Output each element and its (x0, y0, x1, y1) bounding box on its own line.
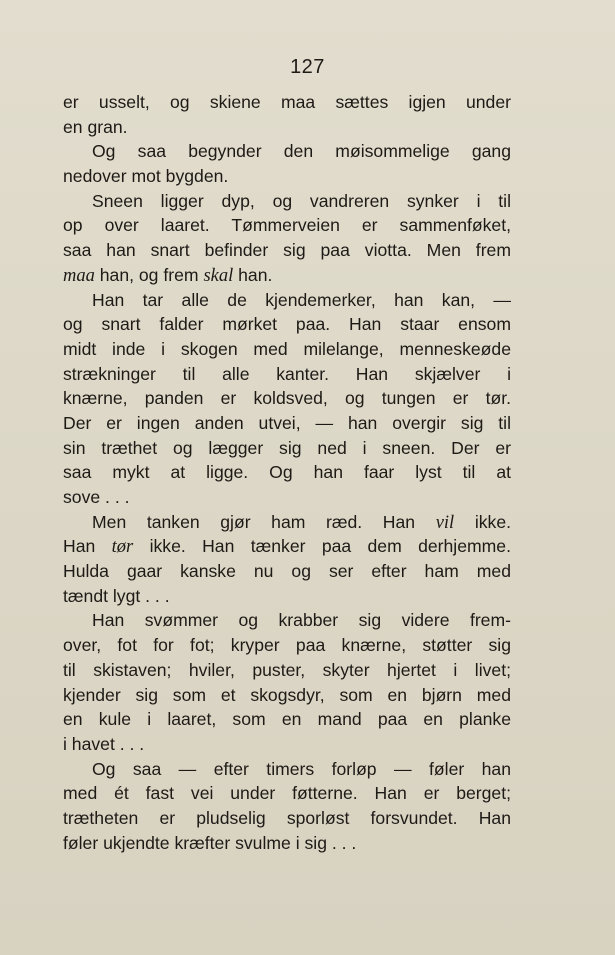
text-segment: Han svømmer og krabber sig videre frem- (92, 610, 511, 631)
text-segment: strækninger til alle kanter. Han skjælver i (63, 363, 511, 384)
text-segment: Men tanken gjør ham ræd. Han (92, 511, 436, 532)
text-line (63, 213, 511, 238)
text-segment: sin træthet og lægger sig ned i sneen. Der er (63, 437, 511, 458)
text-line (63, 781, 511, 806)
text-segment: over, fot for fot; kryper paa knærne, støtter sig (63, 635, 511, 656)
text-line (63, 831, 511, 856)
text-line (63, 559, 511, 584)
text-line (63, 164, 511, 189)
text-line (63, 436, 511, 461)
text-line (63, 633, 511, 658)
text-line (63, 411, 511, 436)
text-line (63, 189, 511, 214)
text-segment: en kule i laaret, som en mand paa en planke (63, 709, 511, 730)
text-segment: midt inde i skogen med milelange, menneskeøde (63, 338, 511, 359)
text-line (63, 608, 511, 633)
page-number: 127 (290, 56, 325, 78)
text-line (63, 288, 511, 313)
text-line (63, 806, 511, 831)
text-segment: en gran. (63, 116, 128, 137)
text-segment: saa mykt at ligge. Og han faar lyst til at (63, 462, 511, 483)
text-segment: sove . . . (63, 487, 130, 507)
text-line (63, 460, 511, 485)
text-segment: knærne, panden er koldsved, og tungen er tør. (63, 388, 511, 409)
text-line (63, 386, 511, 411)
text-line (63, 485, 511, 510)
text-segment: saa han snart befinder sig paa viotta. Men frem (63, 240, 511, 261)
text-segment: ikke. (454, 511, 511, 532)
text-line (63, 732, 511, 757)
text-line (63, 337, 511, 362)
text-segment: Han (63, 536, 112, 557)
text-segment: til skistaven; hviler, puster, skyter hjertet i livet; (63, 659, 511, 680)
text-segment: i havet . . . (63, 733, 145, 754)
text-line (63, 658, 511, 683)
text-line (63, 90, 511, 115)
text-line (63, 139, 511, 164)
text-segment: er usselt, og skiene maa sættes igjen under (63, 92, 511, 112)
text-segment: Og saa begynder den møisommelige gang (92, 141, 511, 162)
text-segment: han, og frem (94, 264, 204, 285)
text-segment: Og saa — efter timers forløp — føler han (92, 758, 511, 779)
text-segment: og snart falder mørket paa. Han staar ensom (63, 314, 511, 335)
text-line (63, 362, 511, 387)
text-segment: tændt lygt . . . (63, 585, 170, 606)
text-line (63, 707, 511, 732)
text-line (63, 584, 511, 609)
text-segment: trætheten er pludselig sporløst forsvundet. Han (63, 807, 511, 828)
text-segment: Hulda gaar kanske nu og ser efter ham med (63, 561, 511, 582)
text-segment: han. (233, 264, 273, 285)
italic-word: skal (203, 265, 234, 286)
text-line (63, 683, 511, 708)
text-line (63, 263, 511, 288)
text-line (63, 510, 511, 535)
text-line (63, 757, 511, 782)
text-segment: ikke. Han tænker paa dem derhjemme. (133, 536, 511, 557)
text-line (63, 115, 511, 140)
text-segment: op over laaret. Tømmerveien er sammenføket, (63, 215, 511, 236)
text-segment: Sneen ligger dyp, og vandreren synker i til (92, 190, 511, 211)
text-segment: med ét fast vei under føtterne. Han er berget; (63, 783, 511, 804)
italic-word: maa (63, 265, 95, 286)
text-line (63, 534, 511, 559)
italic-word: tør (111, 537, 134, 558)
text-segment: kjender sig som et skogsdyr, som en bjørn med (63, 684, 511, 705)
text-segment: Der er ingen anden utvei, — han overgir sig til (63, 412, 511, 433)
italic-word: vil (435, 512, 455, 533)
text-segment: føler ukjendte kræfter svulme i sig . . . (63, 832, 357, 853)
body-text (63, 90, 511, 855)
text-segment: Han tar alle de kjendemerker, han kan, — (92, 289, 511, 310)
text-line (63, 312, 511, 337)
text-segment: nedover mot bygden. (63, 166, 229, 187)
text-line (63, 238, 511, 263)
